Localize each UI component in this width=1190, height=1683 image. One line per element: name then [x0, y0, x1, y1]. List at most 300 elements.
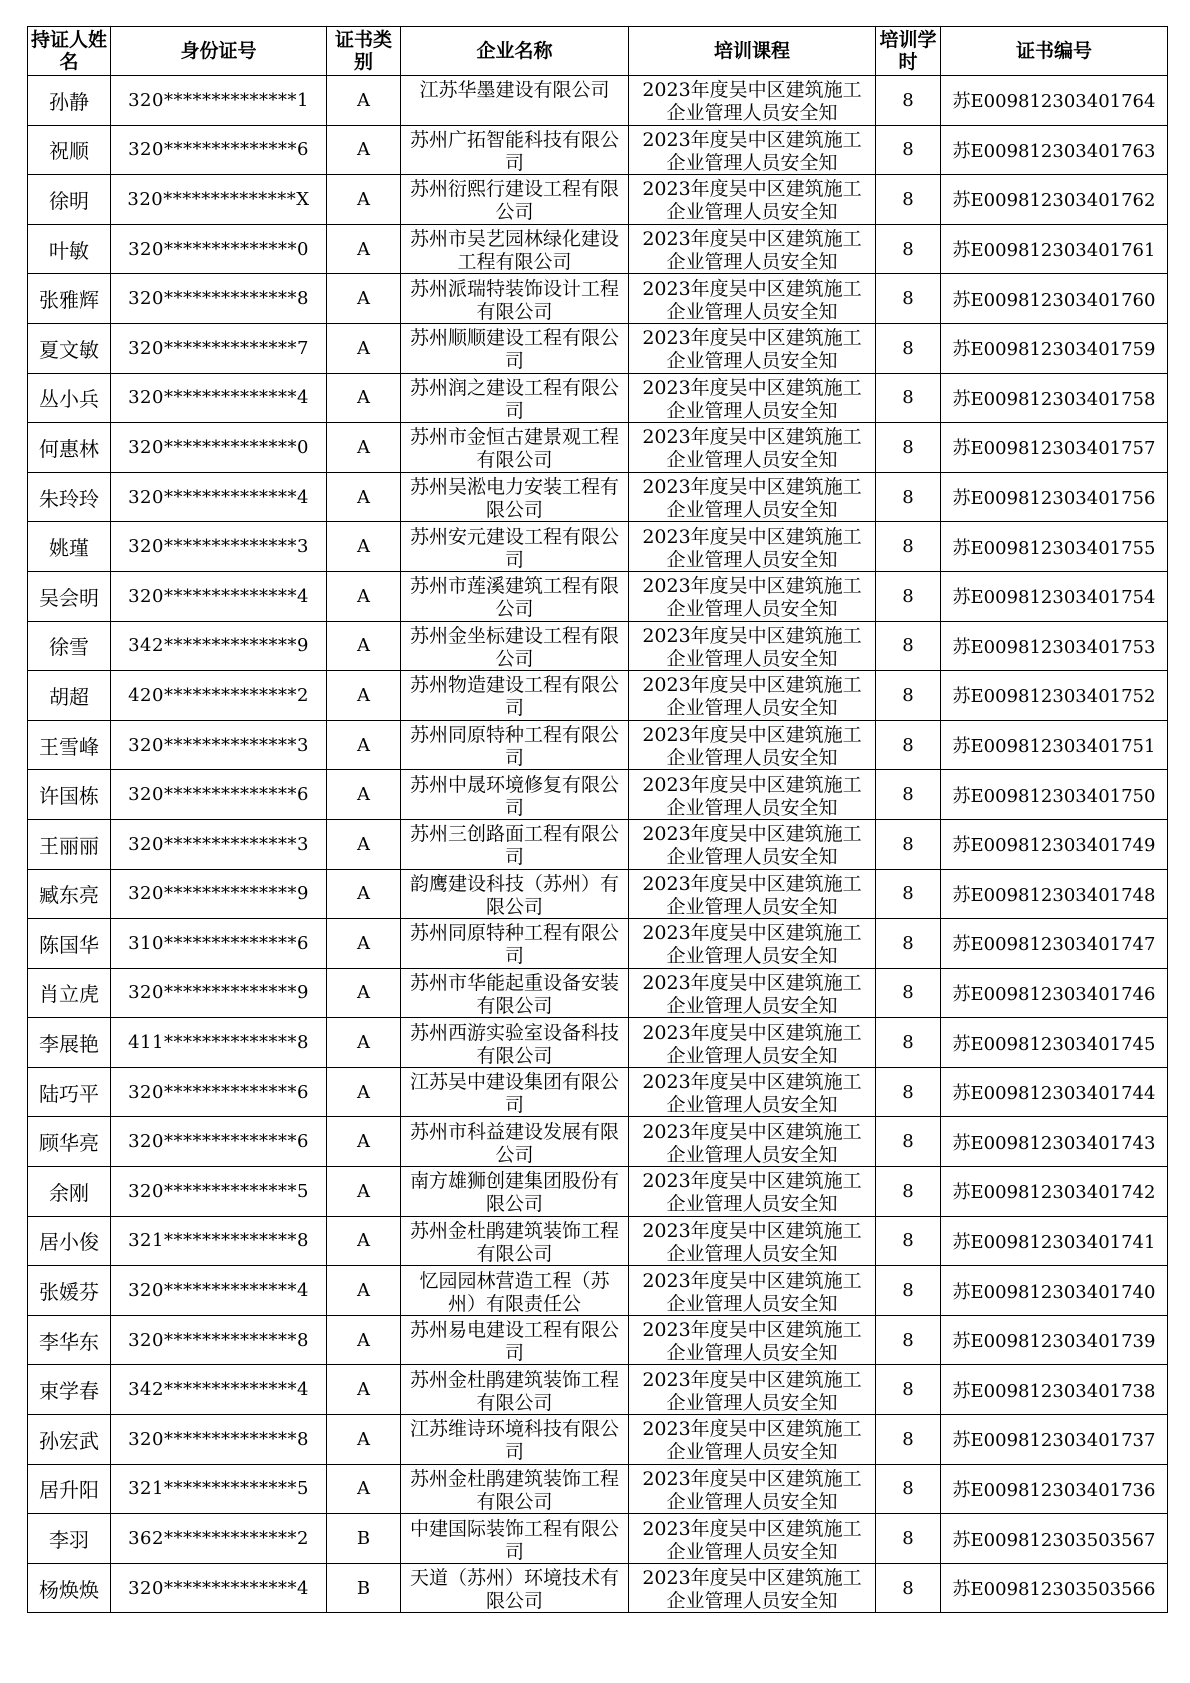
table-row: [28, 1117, 1168, 1167]
cert-class-cell-text: A: [357, 1230, 370, 1252]
id-number-cell-text: 320**************6: [128, 139, 309, 161]
course-cell-text: 2023年度吴中区建筑施工企业管理人员安全知: [642, 724, 862, 770]
id-number-cell: [111, 819, 327, 869]
course-cell-text: 2023年度吴中区建筑施工企业管理人员安全知: [642, 1467, 862, 1513]
hours-cell: [876, 1266, 941, 1316]
id-number-cell: [111, 522, 327, 572]
company-cell-text: 江苏吴中建设集团有限公司: [409, 1071, 619, 1117]
cert-class-cell-text: A: [357, 288, 370, 310]
cert-class-cell: [327, 175, 401, 225]
cert-number-cell-text: 苏E009812303401748: [952, 884, 1156, 906]
company-cell-text: 苏州金杜鹃建筑装饰工程有限公司: [409, 1467, 619, 1513]
id-number-cell: [111, 1365, 327, 1415]
id-number-cell-text: 320**************6: [128, 1131, 309, 1153]
company-cell: [401, 224, 629, 274]
course-cell: [629, 76, 876, 126]
course-cell-text: 2023年度吴中区建筑施工企业管理人员安全知: [642, 674, 862, 720]
cert-class-cell-text: A: [357, 238, 370, 260]
course-cell-text: 2023年度吴中区建筑施工企业管理人员安全知: [642, 575, 862, 621]
cert-number-cell-text: 苏E009812303401738: [952, 1380, 1156, 1402]
holder-name-cell-text: 吴会明: [39, 585, 99, 610]
table-row: [28, 770, 1168, 820]
cert-class-cell-text: A: [357, 833, 370, 855]
cert-class-cell: [327, 1067, 401, 1117]
cert-number-cell: [941, 423, 1168, 473]
company-cell: [401, 1514, 629, 1564]
table-row: [28, 373, 1168, 423]
cert-class-cell-text: A: [357, 188, 370, 210]
holder-name-cell: [28, 1266, 111, 1316]
holder-name-cell-text: 王丽丽: [39, 833, 99, 858]
cert-class-cell-text: A: [357, 1329, 370, 1351]
cert-class-cell: [327, 1167, 401, 1217]
holder-name-cell-text: 顾华亮: [39, 1131, 99, 1156]
hours-cell: [876, 274, 941, 324]
course-cell-text: 2023年度吴中区建筑施工企业管理人员安全知: [642, 228, 862, 274]
company-cell: [401, 671, 629, 721]
company-cell: [401, 1415, 629, 1465]
course-cell-text: 2023年度吴中区建筑施工企业管理人员安全知: [642, 1319, 862, 1365]
cert-class-cell: [327, 720, 401, 770]
hours-cell-text: 8: [902, 1329, 914, 1351]
hours-cell: [876, 1167, 941, 1217]
cert-class-cell: [327, 522, 401, 572]
hours-cell-text: 8: [902, 734, 914, 756]
course-cell: [629, 224, 876, 274]
cert-number-cell: [941, 1563, 1168, 1613]
cert-number-cell: [941, 1117, 1168, 1167]
course-cell: [629, 919, 876, 969]
cert-number-cell: [941, 373, 1168, 423]
company-cell: [401, 175, 629, 225]
id-number-cell-text: 320**************0: [128, 238, 309, 260]
holder-name-cell-text: 束学春: [39, 1379, 99, 1404]
hours-cell: [876, 720, 941, 770]
table-row: [28, 125, 1168, 175]
holder-name-cell-text: 肖立虎: [39, 982, 99, 1007]
table-row: [28, 919, 1168, 969]
id-number-cell: [111, 76, 327, 126]
company-cell-text: 苏州市莲溪建筑工程有限公司: [409, 575, 619, 621]
id-number-cell: [111, 224, 327, 274]
cert-class-cell: [327, 423, 401, 473]
header-course-label: 培训课程: [713, 40, 790, 62]
cert-number-cell-text: 苏E009812303401752: [952, 686, 1156, 708]
table-row: [28, 819, 1168, 869]
header-company-label: 企业名称: [476, 40, 553, 62]
table-row: [28, 869, 1168, 919]
cert-number-cell: [941, 1167, 1168, 1217]
holder-name-cell: [28, 671, 111, 721]
course-cell: [629, 1415, 876, 1465]
id-number-cell-text: 411**************8: [128, 1032, 309, 1054]
table-row: [28, 1563, 1168, 1613]
header-course: [629, 27, 876, 76]
cert-class-cell-text: A: [357, 1180, 370, 1202]
cert-number-cell-text: 苏E009812303401745: [952, 1033, 1156, 1055]
cert-number-cell-text: 苏E009812303503567: [952, 1529, 1156, 1551]
cert-class-cell-text: A: [357, 734, 370, 756]
holder-name-cell: [28, 770, 111, 820]
cert-number-cell: [941, 76, 1168, 126]
id-number-cell-text: 320**************4: [128, 486, 309, 508]
table-row: [28, 1415, 1168, 1465]
company-cell-text: 中建国际装饰工程有限公司: [409, 1517, 619, 1563]
hours-cell: [876, 323, 941, 373]
holder-name-cell-text: 居升阳: [39, 1478, 99, 1503]
company-cell: [401, 919, 629, 969]
cert-number-cell-text: 苏E009812303401742: [952, 1182, 1156, 1204]
company-cell-text: 苏州顺顺建设工程有限公司: [409, 327, 619, 373]
header-hours: [876, 27, 941, 76]
hours-cell-text: 8: [902, 1428, 914, 1450]
holder-name-cell: [28, 968, 111, 1018]
cert-class-cell: [327, 571, 401, 621]
holder-name-cell: [28, 819, 111, 869]
company-cell: [401, 522, 629, 572]
course-cell: [629, 968, 876, 1018]
holder-name-cell: [28, 274, 111, 324]
table-row: [28, 76, 1168, 126]
hours-cell-text: 8: [902, 89, 914, 111]
company-cell: [401, 720, 629, 770]
holder-name-cell: [28, 1563, 111, 1613]
hours-cell-text: 8: [902, 1577, 914, 1599]
company-cell-text: 天道（苏州）环境技术有限公司: [409, 1567, 619, 1613]
holder-name-cell-text: 何惠林: [39, 436, 99, 461]
table-row: [28, 1266, 1168, 1316]
cert-class-cell: [327, 1018, 401, 1068]
hours-cell: [876, 1563, 941, 1613]
company-cell: [401, 1167, 629, 1217]
cert-number-cell-text: 苏E009812303401744: [952, 1083, 1156, 1105]
hours-cell: [876, 1365, 941, 1415]
cert-class-cell-text: A: [357, 1032, 370, 1054]
cert-number-cell: [941, 770, 1168, 820]
holder-name-cell-text: 姚瑾: [49, 536, 89, 561]
id-number-cell: [111, 1067, 327, 1117]
cert-class-cell: [327, 1415, 401, 1465]
holder-name-cell: [28, 1117, 111, 1167]
table-row: [28, 571, 1168, 621]
cert-class-cell-text: A: [357, 684, 370, 706]
course-cell-text: 2023年度吴中区建筑施工企业管理人员安全知: [642, 773, 862, 819]
holder-name-cell: [28, 1167, 111, 1217]
cert-class-cell: [327, 968, 401, 1018]
company-cell: [401, 621, 629, 671]
company-cell-text: 江苏维诗环境科技有限公司: [409, 1418, 619, 1464]
table-row: [28, 720, 1168, 770]
header-holder-name: [28, 27, 111, 76]
id-number-cell-text: 321**************5: [128, 1478, 309, 1500]
cert-number-cell-text: 苏E009812303401762: [952, 190, 1156, 212]
id-number-cell-text: 320**************6: [128, 784, 309, 806]
holder-name-cell: [28, 522, 111, 572]
hours-cell-text: 8: [902, 387, 914, 409]
holder-name-cell: [28, 1464, 111, 1514]
id-number-cell: [111, 770, 327, 820]
course-cell-text: 2023年度吴中区建筑施工企业管理人员安全知: [642, 1071, 862, 1117]
cert-number-cell: [941, 323, 1168, 373]
holder-name-cell-text: 徐明: [49, 188, 89, 213]
header-cert-class-label: 证书类别: [334, 29, 392, 73]
company-cell-text: 苏州西游实验室设备科技有限公司: [409, 1021, 619, 1067]
cert-number-cell: [941, 571, 1168, 621]
holder-name-cell-text: 丛小兵: [39, 387, 99, 412]
holder-name-cell: [28, 76, 111, 126]
table-row: [28, 621, 1168, 671]
holder-name-cell-text: 李羽: [49, 1528, 89, 1553]
company-cell-text: 苏州衍熙行建设工程有限公司: [409, 178, 619, 224]
holder-name-cell: [28, 1415, 111, 1465]
hours-cell: [876, 1117, 941, 1167]
course-cell: [629, 274, 876, 324]
cert-number-cell-text: 苏E009812303401763: [952, 140, 1156, 162]
company-cell-text: 南方雄狮创建集团股份有限公司: [409, 1170, 619, 1216]
id-number-cell: [111, 1117, 327, 1167]
id-number-cell: [111, 125, 327, 175]
cert-number-cell-text: 苏E009812303401757: [952, 438, 1156, 460]
hours-cell: [876, 1514, 941, 1564]
company-cell-text: 苏州派瑞特装饰设计工程有限公司: [409, 277, 619, 323]
company-cell-text: 苏州同原特种工程有限公司: [409, 922, 619, 968]
course-cell: [629, 323, 876, 373]
hours-cell-text: 8: [902, 1478, 914, 1500]
holder-name-cell: [28, 125, 111, 175]
cert-class-cell: [327, 770, 401, 820]
table-row: [28, 1067, 1168, 1117]
course-cell-text: 2023年度吴中区建筑施工企业管理人员安全知: [642, 525, 862, 571]
course-cell: [629, 869, 876, 919]
company-cell-text: 苏州金杜鹃建筑装饰工程有限公司: [409, 1219, 619, 1265]
holder-name-cell-text: 臧东亮: [39, 883, 99, 908]
id-number-cell-text: 320**************X: [127, 188, 310, 210]
id-number-cell-text: 362**************2: [128, 1528, 309, 1550]
cert-number-cell: [941, 720, 1168, 770]
id-number-cell: [111, 1315, 327, 1365]
cert-class-cell: [327, 621, 401, 671]
course-cell: [629, 720, 876, 770]
cert-number-cell: [941, 274, 1168, 324]
holder-name-cell-text: 叶敏: [49, 238, 89, 263]
hours-cell-text: 8: [902, 139, 914, 161]
cert-number-cell: [941, 522, 1168, 572]
holder-name-cell-text: 陈国华: [39, 932, 99, 957]
holder-name-cell: [28, 621, 111, 671]
course-cell: [629, 671, 876, 721]
id-number-cell: [111, 274, 327, 324]
holder-name-cell-text: 杨焕焕: [39, 1577, 99, 1602]
holder-name-cell-text: 祝顺: [49, 139, 89, 164]
company-cell-text: 苏州吴淞电力安装工程有限公司: [409, 476, 619, 522]
hours-cell-text: 8: [902, 288, 914, 310]
hours-cell: [876, 1067, 941, 1117]
cert-class-cell-text: B: [356, 1577, 371, 1599]
hours-cell-text: 8: [902, 883, 914, 905]
id-number-cell-text: 320**************8: [128, 1329, 309, 1351]
course-cell-text: 2023年度吴中区建筑施工企业管理人员安全知: [642, 1517, 862, 1563]
company-cell: [401, 274, 629, 324]
cert-number-cell: [941, 1216, 1168, 1266]
cert-number-cell-text: 苏E009812303401761: [952, 240, 1156, 262]
holder-name-cell-text: 张媛芬: [39, 1280, 99, 1305]
course-cell: [629, 423, 876, 473]
id-number-cell-text: 320**************0: [128, 436, 309, 458]
table-row: [28, 423, 1168, 473]
id-number-cell: [111, 1563, 327, 1613]
course-cell-text: 2023年度吴中区建筑施工企业管理人员安全知: [642, 128, 862, 174]
cert-class-cell: [327, 671, 401, 721]
company-cell: [401, 373, 629, 423]
hours-cell-text: 8: [902, 1528, 914, 1550]
hours-cell: [876, 1018, 941, 1068]
cert-number-cell-text: 苏E009812303401756: [952, 488, 1156, 510]
id-number-cell: [111, 919, 327, 969]
company-cell: [401, 423, 629, 473]
certificate-table: [27, 26, 1168, 1613]
cert-number-cell-text: 苏E009812303401740: [952, 1281, 1156, 1303]
cert-class-cell-text: A: [357, 932, 370, 954]
table-row: [28, 522, 1168, 572]
course-cell: [629, 621, 876, 671]
cert-number-cell-text: 苏E009812303401743: [952, 1132, 1156, 1154]
id-number-cell-text: 342**************9: [128, 635, 309, 657]
course-cell-text: 2023年度吴中区建筑施工企业管理人员安全知: [642, 922, 862, 968]
hours-cell: [876, 621, 941, 671]
id-number-cell: [111, 571, 327, 621]
holder-name-cell: [28, 1018, 111, 1068]
hours-cell: [876, 522, 941, 572]
holder-name-cell: [28, 571, 111, 621]
cert-class-cell-text: A: [357, 1428, 370, 1450]
company-cell: [401, 1315, 629, 1365]
course-cell: [629, 1514, 876, 1564]
cert-class-cell: [327, 919, 401, 969]
holder-name-cell: [28, 472, 111, 522]
cert-number-cell: [941, 968, 1168, 1018]
id-number-cell-text: 320**************8: [128, 1428, 309, 1450]
table-body: [28, 76, 1168, 1613]
course-cell-text: 2023年度吴中区建筑施工企业管理人员安全知: [642, 426, 862, 472]
cert-number-cell-text: 苏E009812303401737: [952, 1430, 1156, 1452]
hours-cell-text: 8: [902, 932, 914, 954]
holder-name-cell: [28, 175, 111, 225]
cert-number-cell-text: 苏E009812303401750: [952, 785, 1156, 807]
course-cell-text: 2023年度吴中区建筑施工企业管理人员安全知: [642, 1418, 862, 1464]
table-row: [28, 1018, 1168, 1068]
id-number-cell-text: 320**************9: [128, 982, 309, 1004]
holder-name-cell: [28, 919, 111, 969]
id-number-cell: [111, 472, 327, 522]
cert-class-cell: [327, 224, 401, 274]
cert-class-cell-text: A: [357, 536, 370, 558]
course-cell: [629, 1365, 876, 1415]
table-row: [28, 1167, 1168, 1217]
cert-class-cell: [327, 125, 401, 175]
course-cell-text: 2023年度吴中区建筑施工企业管理人员安全知: [642, 1567, 862, 1613]
course-cell: [629, 819, 876, 869]
header-holder-name-label: 持证人姓名: [30, 29, 107, 73]
holder-name-cell-text: 居小俊: [39, 1230, 99, 1255]
cert-number-cell: [941, 869, 1168, 919]
hours-cell: [876, 1464, 941, 1514]
hours-cell-text: 8: [902, 833, 914, 855]
table-row: [28, 472, 1168, 522]
course-cell-text: 2023年度吴中区建筑施工企业管理人员安全知: [642, 823, 862, 869]
holder-name-cell-text: 王雪峰: [39, 734, 99, 759]
holder-name-cell: [28, 1216, 111, 1266]
hours-cell: [876, 819, 941, 869]
hours-cell: [876, 968, 941, 1018]
cert-number-cell: [941, 621, 1168, 671]
company-cell-text: 苏州市金恒古建景观工程有限公司: [409, 426, 619, 472]
table-row: [28, 323, 1168, 373]
company-cell: [401, 869, 629, 919]
cert-class-cell: [327, 819, 401, 869]
cert-number-cell: [941, 1266, 1168, 1316]
id-number-cell-text: 320**************8: [128, 288, 309, 310]
hours-cell: [876, 76, 941, 126]
header-hours-label: 培训学时: [879, 29, 937, 73]
header-id-number: [111, 27, 327, 76]
holder-name-cell-text: 胡超: [49, 684, 89, 709]
id-number-cell: [111, 1167, 327, 1217]
course-cell-text: 2023年度吴中区建筑施工企业管理人员安全知: [642, 79, 862, 125]
cert-number-cell: [941, 1018, 1168, 1068]
cert-class-cell: [327, 1117, 401, 1167]
header-cert-number-label: 证书编号: [1015, 40, 1092, 62]
hours-cell: [876, 472, 941, 522]
hours-cell-text: 8: [902, 188, 914, 210]
table-row: [28, 1216, 1168, 1266]
cert-number-cell-text: 苏E009812303401758: [952, 388, 1156, 410]
id-number-cell: [111, 1216, 327, 1266]
holder-name-cell: [28, 1514, 111, 1564]
course-cell: [629, 472, 876, 522]
course-cell: [629, 1464, 876, 1514]
holder-name-cell-text: 陆巧平: [39, 1081, 99, 1106]
id-number-cell-text: 320**************3: [128, 833, 309, 855]
company-cell-text: 苏州三创路面工程有限公司: [409, 823, 619, 869]
course-cell: [629, 571, 876, 621]
cert-class-cell: [327, 1514, 401, 1564]
company-cell-text: 苏州同原特种工程有限公司: [409, 724, 619, 770]
cert-number-cell: [941, 1315, 1168, 1365]
cert-number-cell-text: 苏E009812303401754: [952, 587, 1156, 609]
cert-class-cell: [327, 1315, 401, 1365]
cert-number-cell-text: 苏E009812303401753: [952, 636, 1156, 658]
cert-class-cell: [327, 373, 401, 423]
id-number-cell-text: 320**************6: [128, 1081, 309, 1103]
hours-cell: [876, 1216, 941, 1266]
company-cell: [401, 819, 629, 869]
cert-number-cell-text: 苏E009812303401755: [952, 537, 1156, 559]
id-number-cell-text: 320**************4: [128, 1577, 309, 1599]
hours-cell-text: 8: [902, 238, 914, 260]
cert-number-cell-text: 苏E009812303401751: [952, 736, 1156, 758]
course-cell-text: 2023年度吴中区建筑施工企业管理人员安全知: [642, 277, 862, 323]
header-cert-class: [327, 27, 401, 76]
cert-class-cell: [327, 1563, 401, 1613]
course-cell-text: 2023年度吴中区建筑施工企业管理人员安全知: [642, 376, 862, 422]
company-cell-text: 苏州金杜鹃建筑装饰工程有限公司: [409, 1368, 619, 1414]
table-row: [28, 1365, 1168, 1415]
header-id-number-label: 身份证号: [180, 40, 257, 62]
hours-cell: [876, 175, 941, 225]
course-cell-text: 2023年度吴中区建筑施工企业管理人员安全知: [642, 1368, 862, 1414]
hours-cell-text: 8: [902, 1379, 914, 1401]
id-number-cell: [111, 1514, 327, 1564]
